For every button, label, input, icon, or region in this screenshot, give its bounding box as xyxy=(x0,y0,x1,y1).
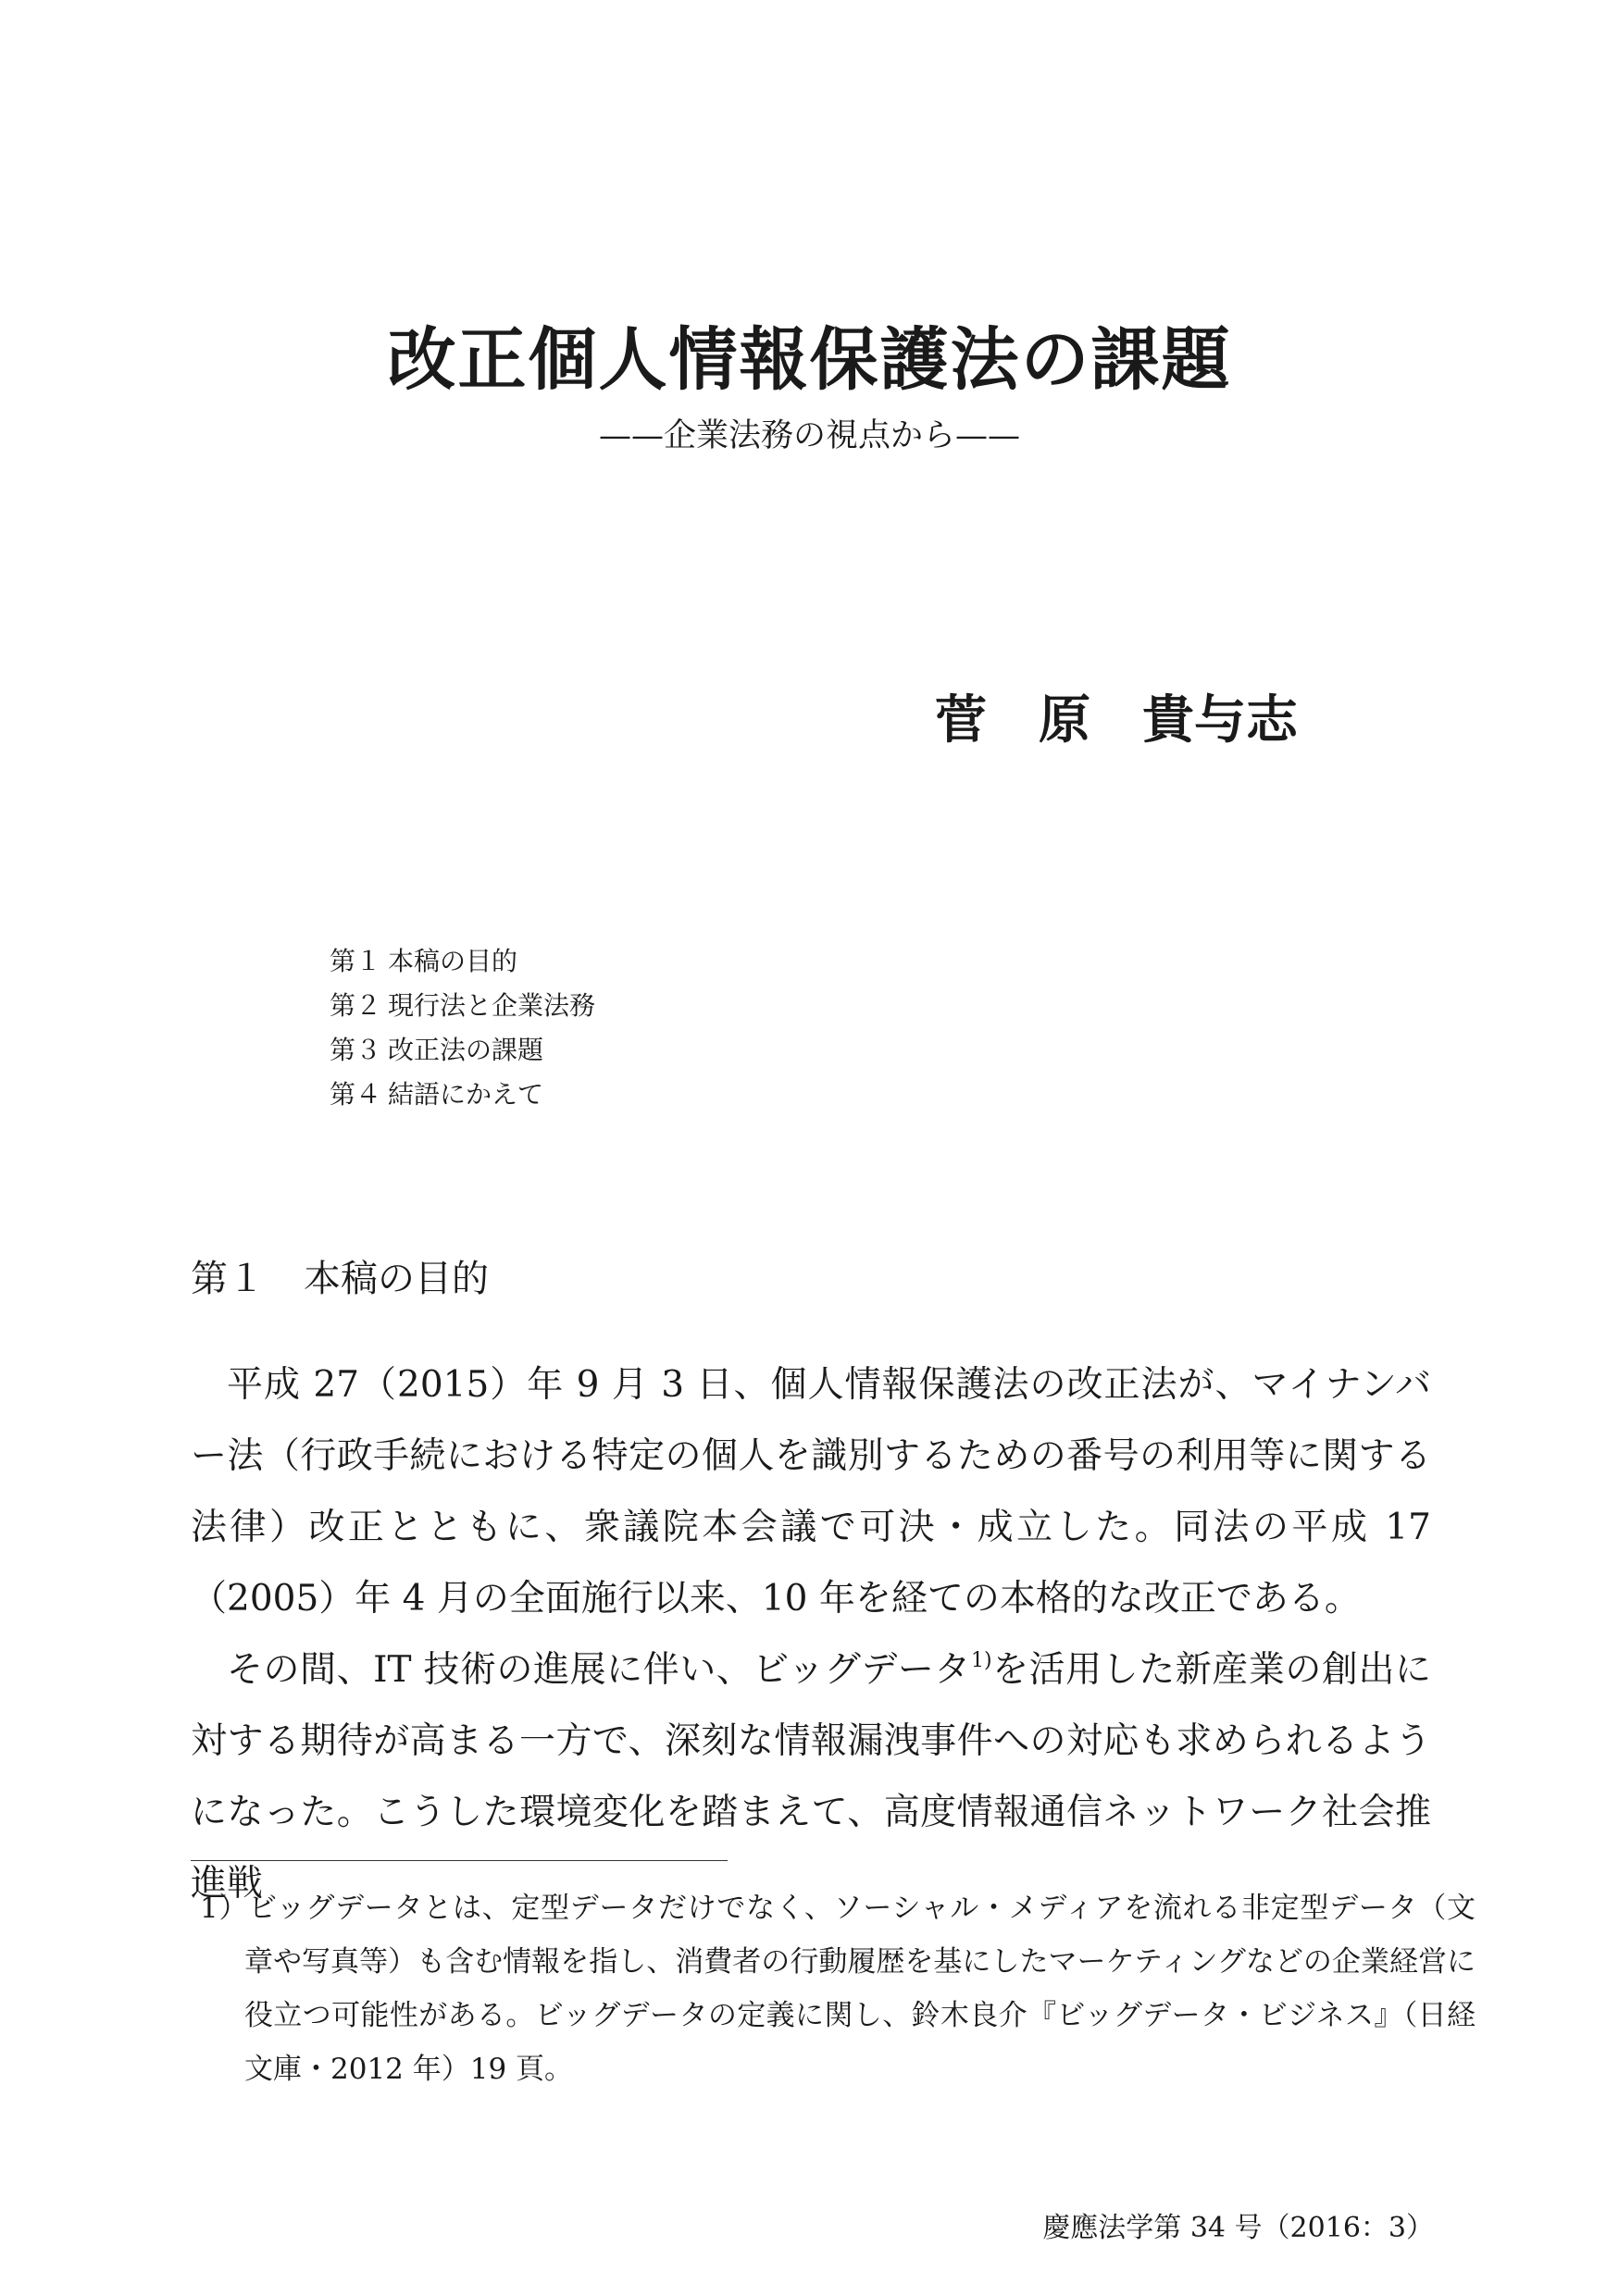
section-title: 本稿の目的 xyxy=(304,1258,489,1300)
paragraph-text: その間、IT 技術の進展に伴い、ビッグデータ xyxy=(227,1649,971,1691)
paragraph-text: を活用した新産業の創出に対する期待が高まる一方で、深刻な情報漏洩事件への対応も求められるようになった。こうした環境変化を踏まえて、高度情報通信ネットワーク社会推進戦 xyxy=(191,1649,1431,1905)
toc-item xyxy=(330,984,595,1028)
toc-item-text: 現行法と企業法務 xyxy=(388,990,596,1021)
toc-item xyxy=(330,1028,595,1073)
toc-item-number: 第４ xyxy=(330,1079,382,1110)
section-heading xyxy=(191,1257,489,1301)
toc-item-number: 第２ xyxy=(330,990,382,1021)
paper-subtitle: ——企業法務の視点から—— xyxy=(598,417,1020,454)
journal-footer: 慶應法学第 34 号（2016：3） xyxy=(1042,2212,1434,2244)
toc-item-text: 結語にかえて xyxy=(388,1079,544,1110)
toc-item-number: 第１ xyxy=(330,946,382,976)
toc-item-text: 本稿の目的 xyxy=(388,946,518,976)
toc-item-text: 改正法の課題 xyxy=(388,1035,544,1065)
paper-title: 改正個人情報保護法の課題 xyxy=(387,320,1232,400)
section-number: 第１ xyxy=(191,1258,265,1300)
footnote-divider xyxy=(191,1860,728,1861)
table-of-contents xyxy=(330,939,595,1117)
toc-item xyxy=(330,1073,595,1117)
body-text xyxy=(191,1349,1431,1919)
body-paragraph xyxy=(191,1634,1431,1919)
toc-item-number: 第３ xyxy=(330,1035,382,1065)
footnote-reference[interactable]: 1) xyxy=(970,1649,992,1672)
toc-item xyxy=(330,939,595,984)
author-name: 菅 原 貴与志 xyxy=(935,689,1298,751)
body-paragraph: 平成 27（2015）年 9 月 3 日、個人情報保護法の改正法が、マイナンバー法（行政手続における特定の個人を識別するための番号の利用等に関する法律）改正とともに、衆議院本会議で可決・成立した。同法の平成 17（2005）年 4 月の全面施行以来、10 年を経ての本格的な改正である。 xyxy=(191,1364,1431,1620)
footnote: 1）ビッグデータとは、定型データだけでなく、ソーシャル・メディアを流れる非定型データ（文章や写真等）も含む情報を指し、消費者の行動履歴を基にしたマーケティングなどの企業経営に役立つ可能性がある。ビッグデータの定義に関し、鈴木良介『ビッグデータ・ビジネス』（日経文庫・2012 年）19 頁。 xyxy=(200,1892,1476,2086)
